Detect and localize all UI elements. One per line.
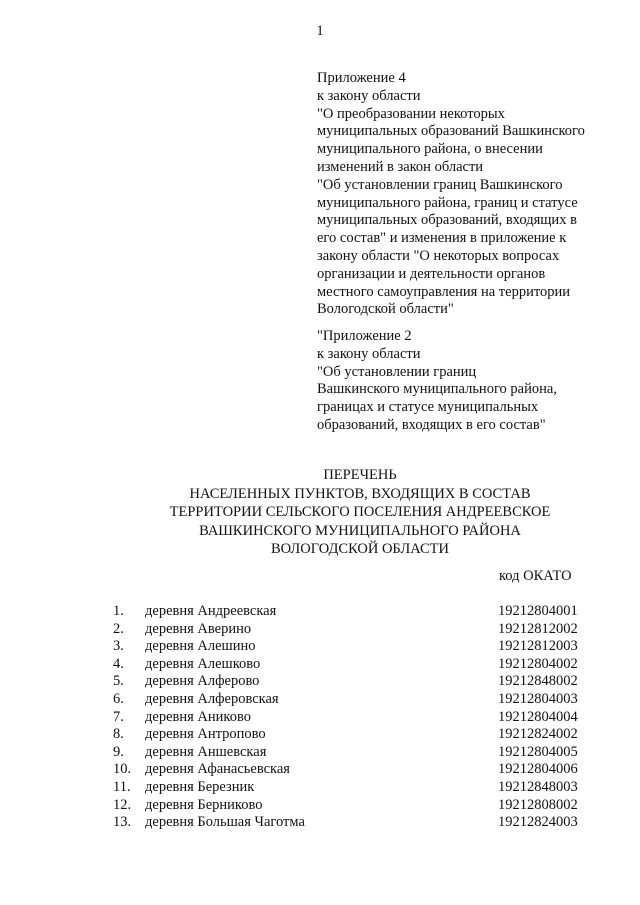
settlement-name: деревня Афанасьевская bbox=[145, 761, 290, 778]
list-item bbox=[0, 744, 640, 762]
okato-code: 19212804001 bbox=[498, 603, 578, 619]
settlement-name: деревня Алешково bbox=[145, 655, 261, 672]
annex-header bbox=[317, 70, 585, 319]
annex-line: его состав" и изменения в приложение к bbox=[317, 230, 567, 247]
item-number: 8. bbox=[113, 726, 124, 743]
list-item bbox=[0, 709, 640, 727]
okato-code: 19212848002 bbox=[498, 673, 578, 690]
item-number: 4. bbox=[113, 655, 124, 672]
page-number: 1 bbox=[316, 23, 324, 39]
list-item bbox=[0, 638, 640, 656]
item-number: 7. bbox=[113, 708, 124, 725]
title-line: ВАШКИНСКОГО МУНИЦИПАЛЬНОГО РАЙОНА bbox=[199, 522, 521, 539]
annex-line: организации и деятельности органов bbox=[317, 265, 546, 282]
item-number: 1. bbox=[113, 603, 124, 619]
item-number: 12. bbox=[113, 796, 132, 813]
item-number: 13. bbox=[113, 814, 132, 831]
title-line: НАСЕЛЕННЫХ ПУНКТОВ, ВХОДЯЩИХ В СОСТАВ bbox=[189, 485, 531, 502]
list-item bbox=[0, 761, 640, 779]
annex-quote-line: "Об установлении границ bbox=[317, 363, 477, 380]
item-number: 11. bbox=[113, 778, 131, 795]
okato-code: 19212804006 bbox=[498, 761, 578, 778]
item-number: 3. bbox=[113, 638, 124, 655]
annex-line: муниципального района, границ и статусе bbox=[317, 194, 578, 211]
okato-code: 19212804003 bbox=[498, 690, 578, 707]
annex-quote-line: образований, входящих в его состав" bbox=[317, 416, 546, 433]
list-item bbox=[0, 673, 640, 691]
settlement-name: деревня Алешино bbox=[145, 638, 256, 655]
settlements-list bbox=[0, 603, 640, 832]
document-title bbox=[0, 466, 640, 559]
title-line: ВОЛОГОДСКОЙ ОБЛАСТИ bbox=[271, 541, 449, 557]
annex-line: Вологодской области" bbox=[317, 301, 454, 318]
okato-code: 19212824002 bbox=[498, 726, 578, 743]
annex-quote-line: "Приложение 2 bbox=[317, 328, 412, 344]
title-line: ПЕРЕЧЕНЬ bbox=[323, 467, 397, 483]
title-line: ТЕРРИТОРИИ СЕЛЬСКОГО ПОСЕЛЕНИЯ АНДРЕЕВСКОЕ bbox=[169, 504, 551, 520]
list-item bbox=[0, 779, 640, 797]
settlement-name: деревня Березник bbox=[145, 778, 255, 795]
annex-line: "О преобразовании некоторых bbox=[317, 105, 505, 122]
list-item bbox=[0, 691, 640, 709]
list-item bbox=[0, 814, 640, 832]
annex-line: муниципальных образований, входящих в bbox=[317, 212, 577, 229]
annex-line: изменений в закон области bbox=[317, 158, 484, 175]
annex-quote bbox=[317, 328, 557, 435]
item-number: 6. bbox=[113, 690, 124, 707]
item-number: 9. bbox=[113, 743, 124, 760]
settlement-name: деревня Антропово bbox=[145, 726, 266, 743]
annex-quote-line: Вашкинского муниципального района, bbox=[317, 381, 557, 398]
settlement-name: деревня Берниково bbox=[145, 796, 263, 813]
list-item bbox=[0, 726, 640, 744]
list-item bbox=[0, 656, 640, 674]
annex-line: муниципальных образований Вашкинского bbox=[317, 123, 585, 140]
annex-line: местного самоуправления на территории bbox=[317, 283, 570, 300]
annex-quote-line: границах и статусе муниципальных bbox=[317, 399, 539, 416]
settlement-name: деревня Аншевская bbox=[145, 743, 267, 760]
annex-line: Приложение 4 bbox=[317, 70, 406, 86]
settlement-name: деревня Аниково bbox=[145, 708, 251, 725]
annex-quote-line: к закону области bbox=[317, 345, 421, 362]
settlement-name: деревня Большая Чаготма bbox=[145, 814, 305, 831]
okato-code: 19212812003 bbox=[498, 638, 578, 655]
item-number: 5. bbox=[113, 673, 124, 690]
okato-code: 19212848003 bbox=[498, 778, 578, 795]
item-number: 10. bbox=[113, 761, 132, 778]
annex-line: закону области "О некоторых вопросах bbox=[317, 247, 560, 264]
list-item bbox=[0, 797, 640, 815]
annex-line: муниципального района, о внесении bbox=[317, 141, 543, 158]
okato-code: 19212804005 bbox=[498, 743, 578, 760]
annex-line: "Об установлении границ Вашкинского bbox=[317, 176, 563, 193]
okato-code: 19212824003 bbox=[498, 814, 578, 831]
list-item bbox=[0, 621, 640, 639]
item-number: 2. bbox=[113, 620, 124, 637]
okato-code: 19212812002 bbox=[498, 620, 578, 637]
okato-code: 19212808002 bbox=[498, 796, 578, 813]
settlement-name: деревня Андреевская bbox=[145, 603, 277, 619]
okato-code: 19212804002 bbox=[498, 655, 578, 672]
list-item bbox=[0, 603, 640, 621]
annex-line: к закону области bbox=[317, 87, 421, 104]
settlement-name: деревня Аверино bbox=[145, 620, 252, 637]
okato-code: 19212804004 bbox=[498, 708, 578, 725]
okato-column-header: код ОКАТО bbox=[499, 568, 572, 584]
settlement-name: деревня Алферово bbox=[145, 673, 260, 690]
settlement-name: деревня Алферовская bbox=[145, 690, 279, 707]
